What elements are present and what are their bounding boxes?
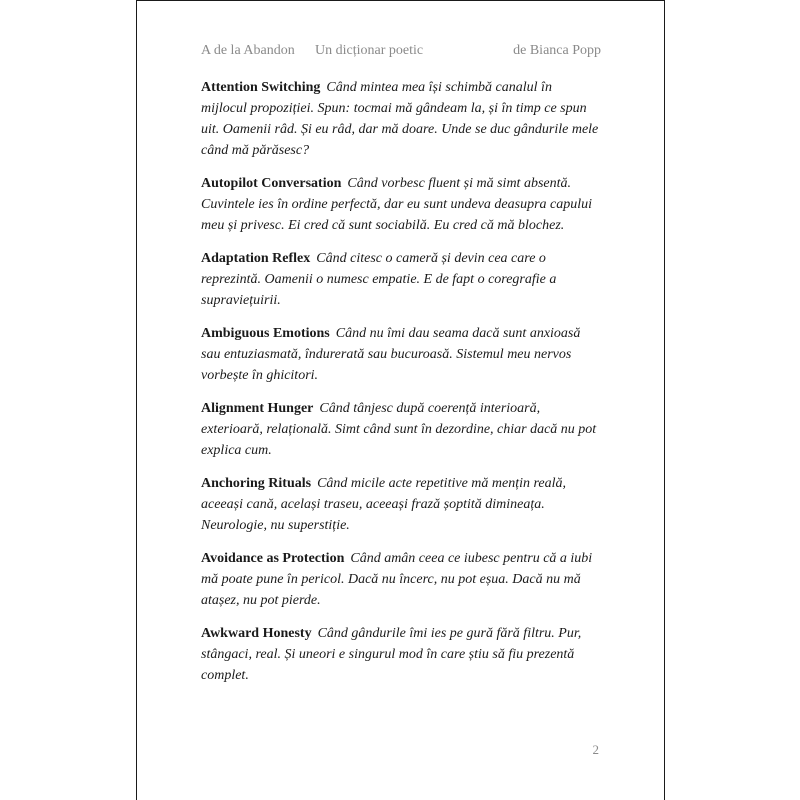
entry-term: Ambiguous Emotions xyxy=(201,326,330,341)
entry-term: Awkward Honesty xyxy=(201,626,312,641)
dictionary-entry-avoidance-as-protection xyxy=(201,548,601,611)
dictionary-entry-adaptation-reflex xyxy=(201,248,601,311)
entry-definition: Când nu îmi dau seama dacă sunt anxioasă sau entuziasmată, îndurerată sau bucuroasă. Sistemul meu nervos vorbește în ghicitori. xyxy=(201,326,581,383)
dictionary-entry-autopilot-conversation xyxy=(201,173,601,236)
entry-definition: Când vorbesc fluent și mă simt absentă. Cuvintele ies în ordine perfectă, dar eu sunt undeva deasupra capului meu și privesc. Ei cred că sunt sociabilă. Eu cred că mă blochez. xyxy=(201,176,593,233)
dictionary-entry-anchoring-rituals xyxy=(201,473,601,536)
entry-definition: Când mintea mea își schimbă canalul în mijlocul propoziției. Spun: tocmai mă gândeam la, și în timp ce spun uit. Oamenii râd. Și eu râd, dar mă doare. Unde se duc gândurile mele când mă părăsesc? xyxy=(201,80,599,158)
entry-definition: Când citesc o cameră și devin cea care o reprezintă. Oamenii o numesc empatie. E de fapt o coregrafie a supraviețuirii. xyxy=(201,251,557,308)
dictionary-entry-ambiguous-emotions xyxy=(201,323,601,386)
entry-definition: Când micile acte repetitive mă mențin reală, aceeași cană, același traseu, aceeași frază șoptită dimineața. Neurologie, nu superstiție. xyxy=(201,476,567,533)
dictionary-entries xyxy=(201,77,601,698)
dictionary-entry-alignment-hunger xyxy=(201,398,601,461)
entry-term: Attention Switching xyxy=(201,80,321,95)
running-head-book-title: A de la Abandon xyxy=(201,43,295,58)
entry-term: Adaptation Reflex xyxy=(201,251,311,266)
running-head-subtitle: Un dicționar poetic xyxy=(315,43,424,58)
book-page xyxy=(136,0,665,800)
running-head xyxy=(201,43,601,63)
entry-definition: Când tânjesc după coerență interioară, exterioară, relațională. Simt când sunt în dezordine, chiar dacă nu pot explica cum. xyxy=(201,401,597,458)
entry-term: Avoidance as Protection xyxy=(201,551,345,566)
entry-term: Autopilot Conversation xyxy=(201,176,342,191)
entry-definition: Când amân ceea ce iubesc pentru că a iubi mă poate pune în pericol. Dacă nu încerc, nu pot eșua. Dacă nu mă atașez, nu pot pierde. xyxy=(201,551,593,608)
dictionary-entry-awkward-honesty xyxy=(201,623,601,686)
entry-definition: Când gândurile îmi ies pe gură fără filtru. Pur, stângaci, real. Și uneori e singurul mod în care știu să fiu prezentă complet. xyxy=(201,626,582,683)
dictionary-entry-attention-switching xyxy=(201,77,601,161)
page-number: 2 xyxy=(592,742,599,757)
running-head-author: de Bianca Popp xyxy=(513,43,601,58)
entry-term: Alignment Hunger xyxy=(201,401,314,416)
entry-term: Anchoring Rituals xyxy=(201,476,312,491)
